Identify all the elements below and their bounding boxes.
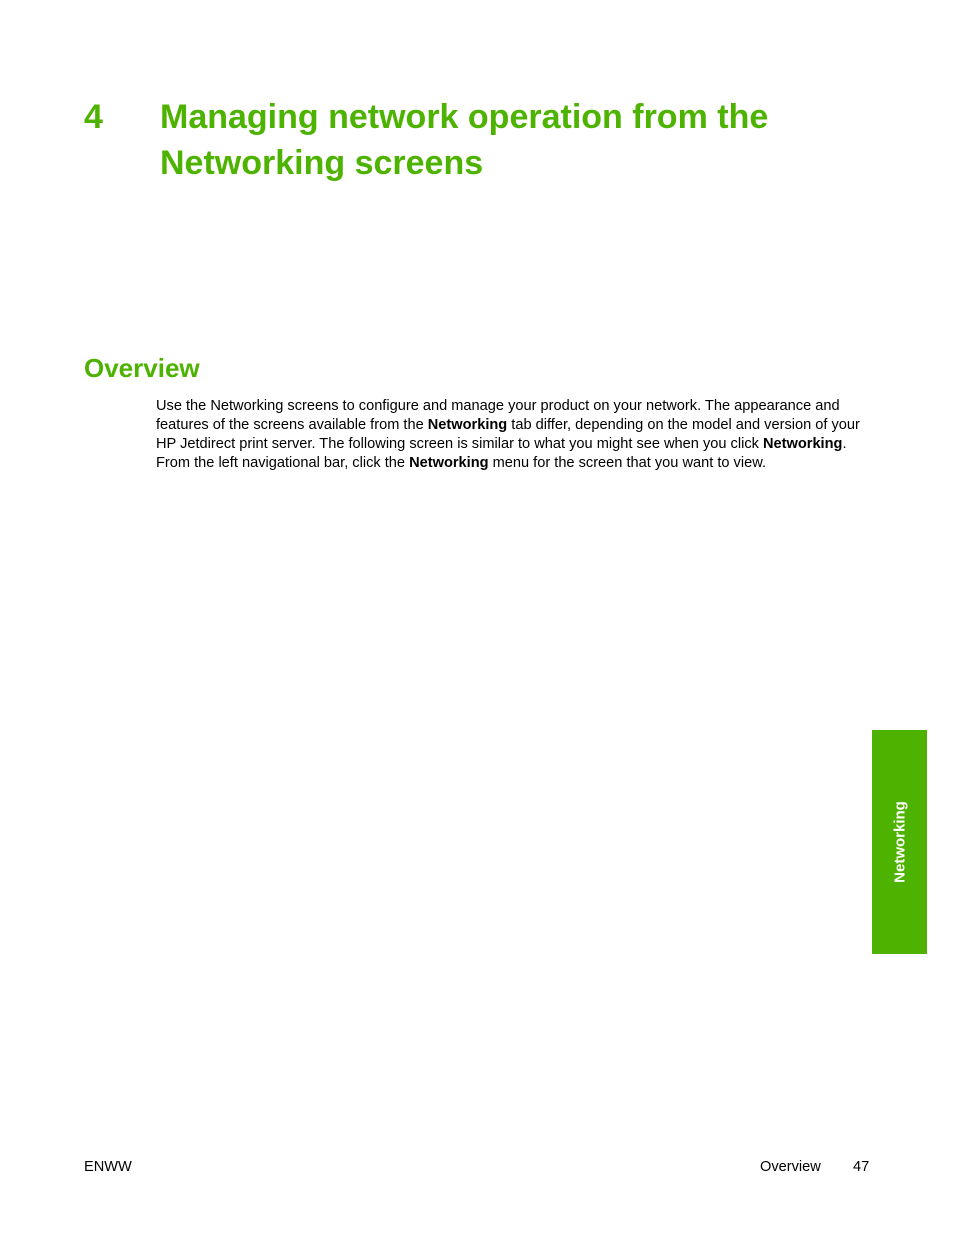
bold-networking: Networking [762, 436, 843, 452]
paragraph-text: Use the Networking screens to configure and manage your product on your network. The appearance and features of the screens available from the [156, 398, 840, 433]
bold-networking: Networking [409, 455, 489, 471]
section-heading: Overview [84, 353, 200, 383]
side-tab-label: Networking [891, 801, 908, 883]
paragraph-text: menu for the screen that you want to view. [488, 455, 766, 471]
footer-left: ENWW [84, 1159, 132, 1175]
page-number: 47 [853, 1159, 870, 1175]
footer-section: Overview [760, 1159, 821, 1175]
paragraph-text: . From the left navigational bar, click the [156, 436, 847, 471]
chapter-number: 4 [84, 98, 103, 136]
paragraph-text: tab differ, depending on the model and version of your HP Jetdirect print server. The following screen is similar to what you might see when you click [156, 417, 860, 452]
bold-networking: Networking [427, 417, 508, 433]
chapter-title: Managing network operation from the Networking screens [160, 98, 769, 182]
side-tab [872, 730, 927, 954]
body-paragraph [156, 397, 866, 473]
